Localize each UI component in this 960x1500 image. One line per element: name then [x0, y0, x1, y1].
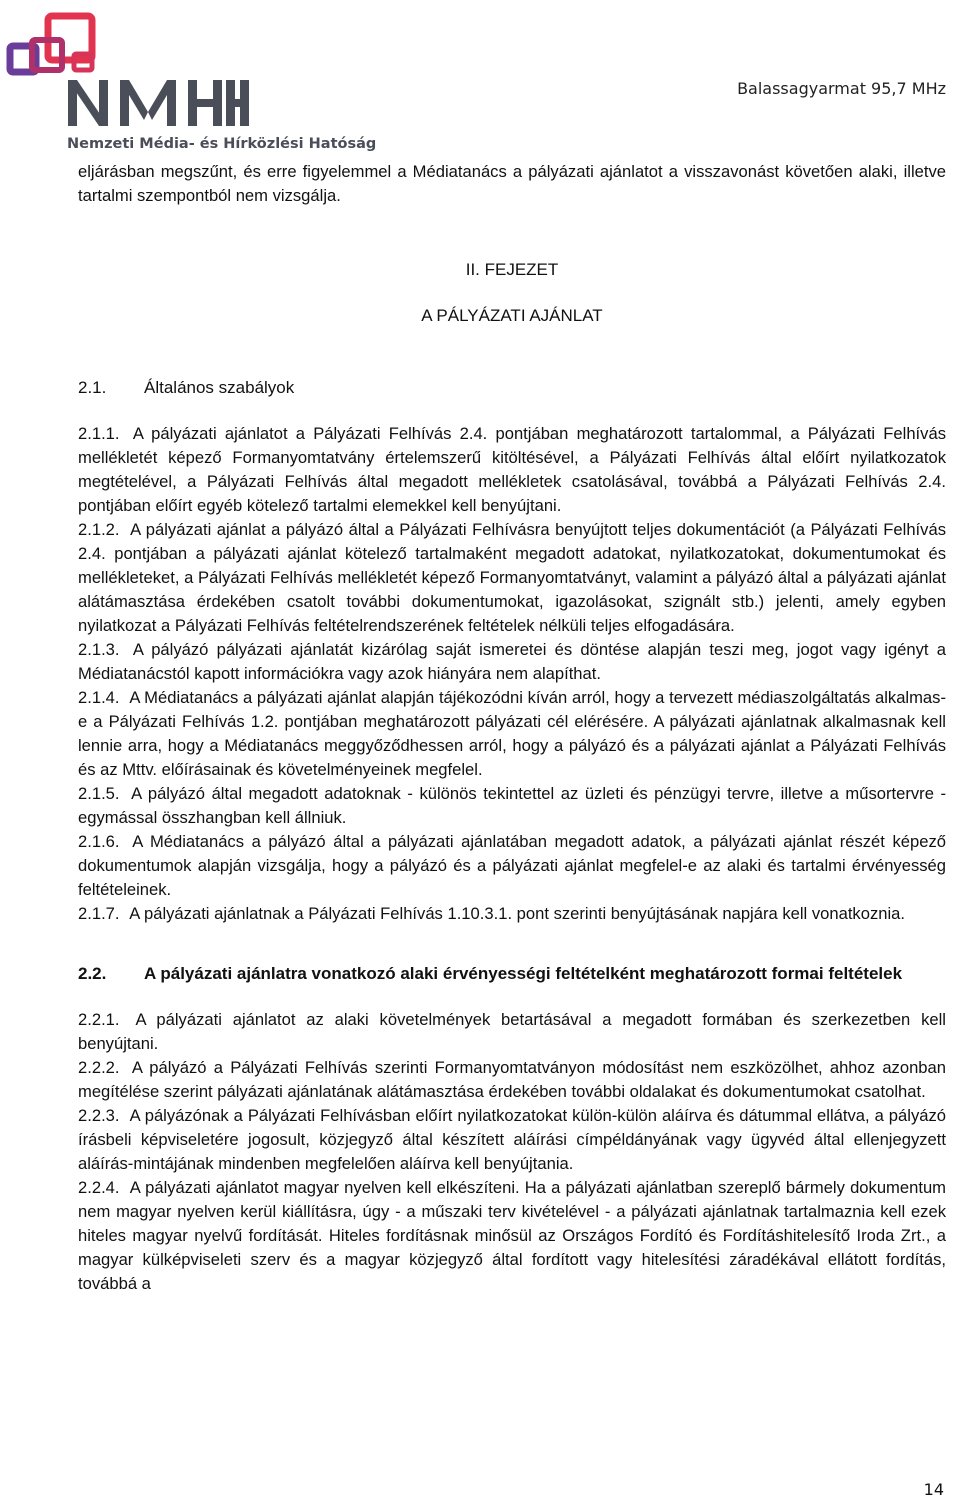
paragraph-text: A pályázati ajánlatnak a Pályázati Felhívás 1.10.3.1. pont szerinti benyújtásának napjára kell vonatkoznia. — [129, 904, 906, 923]
section-heading-2-1 — [78, 376, 946, 400]
document-body — [78, 160, 946, 1296]
section-2-2-paragraphs — [78, 1008, 946, 1296]
logo-letters — [68, 80, 249, 126]
paragraph — [78, 1008, 946, 1056]
paragraph-text: A pályázati ajánlatot az alaki követelmények betartásával a megadott formában és szerkezetben kell benyújtani. — [78, 1010, 946, 1053]
paragraph-number: 2.2.2. — [78, 1058, 120, 1077]
paragraph-number: 2.1.1. — [78, 424, 120, 443]
section-heading-2-2 — [78, 962, 946, 986]
paragraph — [78, 422, 946, 518]
paragraph-text: A pályázó a Pályázati Felhívás szerinti Formanyomtatványon módosítást nem eszközölhet, ahhoz azonban megítélése szerint pályázati ajánlatának alátámasztása érdekében további oldalakat és dokumentumokat csatolhat. — [78, 1058, 946, 1101]
paragraph-number: 2.1.6. — [78, 832, 120, 851]
paragraph-number: 2.1.3. — [78, 640, 120, 659]
intro-paragraph: eljárásban megszűnt, és erre figyelemmel a Médiatanács a pályázati ajánlatot a visszavonást követően alaki, illetve tartalmi szempontból nem vizsgálja. — [78, 162, 946, 205]
paragraph — [78, 782, 946, 830]
paragraph-text: A pályázati ajánlatot magyar nyelven kell elkészíteni. Ha a pályázati ajánlatban szereplő bármely dokumentum nem magyar nyelven kerül kiállításra, úgy - a műszaki terv kivételével - a pályázati ajánlatnak tartalmaznia kell ezek hiteles magyar nyelvű fordítását. Hiteles fordításnak minősül az Országos Fordító és Fordításhitelesítő Iroda Zrt., a magyar külképviseleti szerv és a magyar közjegyző által fordított vagy hitelesítési záradékával ellátott fordítás, továbbá a — [78, 1178, 946, 1293]
paragraph-number: 2.2.1. — [78, 1010, 120, 1029]
section-2-1-paragraphs — [78, 422, 946, 926]
paragraph-number: 2.1.4. — [78, 688, 120, 707]
paragraph-text: A pályázónak a Pályázati Felhívásban előírt nyilatkozatokat külön-külön aláírva és dátummal ellátva, a pályázó írásbeli képviseletére jogosult, közjegyző által készített aláírási címpéldányának vagy ügyvéd által ellenjegyzett aláírás-mintájának mindenben megfelelően aláírva kell benyújtania. — [78, 1106, 946, 1173]
paragraph-text: A pályázó pályázati ajánlatát kizárólag saját ismeretei és döntése alapján teszi meg, jogot vagy igényt a Médiatanácstól kapott információkra vagy azok hiányára nem alapíthat. — [78, 640, 946, 683]
paragraph — [78, 638, 946, 686]
paragraph — [78, 1104, 946, 1176]
chapter-number: II. FEJEZET — [465, 260, 559, 279]
chapter-title: A PÁLYÁZATI AJÁNLAT — [421, 306, 603, 325]
paragraph-number: 2.1.2. — [78, 520, 120, 539]
paragraph — [78, 1056, 946, 1104]
paragraph-text: A pályázati ajánlat a pályázó által a Pályázati Felhívásra benyújtott teljes dokumentációt (a Pályázati Felhívás 2.4. pontjában a pályázati ajánlat kötelező tartalmaként megadott adatokat, nyilatkozatokat, dokumentumokat és mellékleteket, a Pályázati Felhívás mellékletét képező Formanyomtatványt, valamint a pályázó által a pályázati ajánlat alátámasztása érdekében csatolt további dokumentumokat, igazolásokat, szignált stb.) jelenti, amely egyben nyilatkozat a Pályázati Felhívás feltételrendszerének feltételek nélküli teljes elfogadására. — [78, 520, 946, 635]
paragraph-number: 2.1.7. — [78, 904, 120, 923]
paragraph-number: 2.2.3. — [78, 1106, 120, 1125]
paragraph-number: 2.2.4. — [78, 1178, 120, 1197]
section-number: 2.1. — [78, 378, 107, 397]
section-title: A pályázati ajánlatra vonatkozó alaki érvényességi feltételként meghatározott formai feltételek — [144, 964, 903, 983]
section-number: 2.2. — [78, 964, 107, 983]
paragraph — [78, 1176, 946, 1296]
paragraph — [78, 902, 946, 926]
paragraph-text: A Médiatanács a pályázó által a pályázati ajánlatában megadott adatok, a pályázati ajánlat részét képező dokumentumok alapján vizsgálja, hogy a pályázó és a pályázati ajánlat megfelel-e az alaki és tartalmi érvényesség feltételeinek. — [78, 832, 946, 899]
paragraph-number: 2.1.5. — [78, 784, 120, 803]
station-label: Balassagyarmat 95,7 MHz — [737, 79, 946, 98]
org-name: Nemzeti Média- és Hírközlési Hatóság — [67, 136, 377, 152]
paragraph — [78, 686, 946, 782]
paragraph-text: A Médiatanács a pályázati ajánlat alapján tájékozódni kíván arról, hogy a tervezett médiaszolgáltatás alkalmas-e a Pályázati Felhívás 1.2. pontjában meghatározott pályázati cél elérésére. A pályázati ajánlatnak alkalmasnak kell lennie arra, hogy a Médiatanács meggyőződhessen arról, hogy a pályázó és a pályázati ajánlat a Pályázati Felhívás és az Mttv. előírásainak és követelményeinek megfelel. — [78, 688, 946, 779]
paragraph-text: A pályázó által megadott adatoknak - különös tekintettel az üzleti és pénzügyi tervre, illetve a műsortervre - egymással összhangban kell állniuk. — [78, 784, 946, 827]
paragraph-text: A pályázati ajánlatot a Pályázati Felhívás 2.4. pontjában meghatározott tartalommal, a Pályázati Felhívás mellékletét képező Formanyomtatvány értelemszerű kitöltésével, a Pályázati Felhívás által előírt nyilatkozatok megtételével, a Pályázati Felhívás által megadott mellékletek csatolásával, továbbá a Pályázati Felhívás 2.4. pontjában előírt egyéb kötelező tartalmi elemekkel kell benyújtani. — [78, 424, 946, 515]
page-number: 14 — [923, 1480, 944, 1499]
paragraph — [78, 830, 946, 902]
section-title: Általános szabályok — [144, 378, 295, 397]
paragraph — [78, 518, 946, 638]
